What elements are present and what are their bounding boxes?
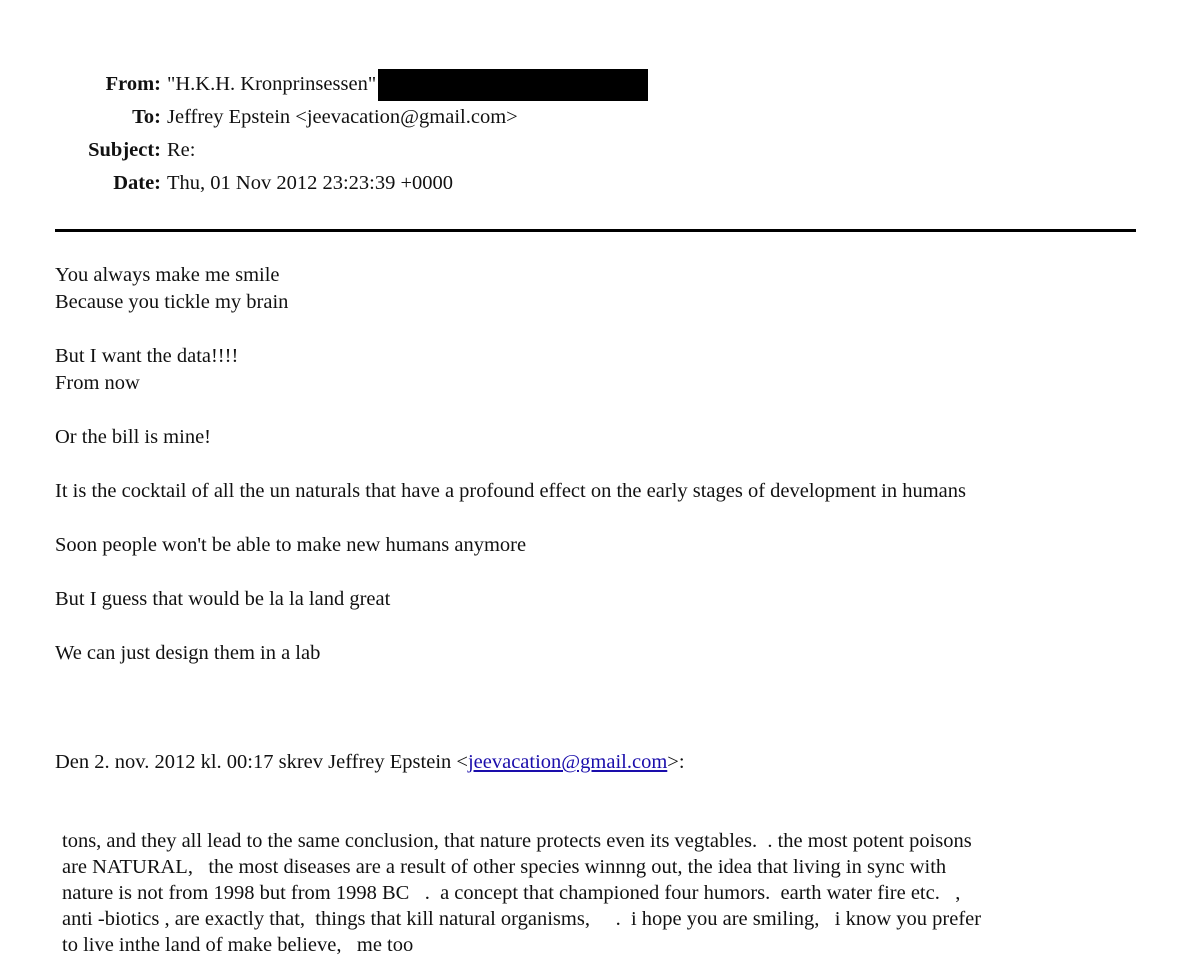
to-label: To: bbox=[132, 106, 161, 128]
from-label: From: bbox=[105, 73, 161, 95]
message-line: But I want the data!!!! bbox=[55, 345, 239, 367]
email-header bbox=[0, 68, 1199, 200]
subject-row bbox=[0, 134, 1199, 167]
quoted-line: tons, and they all lead to the same conclusion, that nature protects even its vegtables. . the most potent poisons bbox=[62, 830, 972, 852]
message-line: From now bbox=[55, 372, 140, 394]
message-line: Soon people won't be able to make new humans anymore bbox=[55, 534, 527, 556]
from-value: "H.K.H. Kronprinsessen" bbox=[167, 73, 377, 95]
message-line: Or the bill is mine! bbox=[55, 426, 212, 448]
quote-attribution-prefix: Den 2. nov. 2012 kl. 00:17 skrev Jeffrey Epstein < bbox=[55, 751, 468, 773]
message-line: We can just design them in a lab bbox=[55, 642, 321, 664]
quoted-line: anti -biotics , are exactly that, things that kill natural organisms, . i hope you are smiling, i know you prefer bbox=[62, 908, 982, 930]
quoted-line: to live inthe land of make believe, me too bbox=[62, 934, 414, 956]
date-value: Thu, 01 Nov 2012 23:23:39 +0000 bbox=[167, 172, 454, 194]
subject-value: Re: bbox=[167, 139, 196, 161]
quoted-message bbox=[62, 828, 1152, 958]
quoted-line: nature is not from 1998 but from 1998 BC . a concept that championed four humors. earth water fire etc. , bbox=[62, 882, 961, 904]
quote-email-link[interactable]: jeevacation@gmail.com bbox=[467, 751, 668, 773]
redaction-block bbox=[378, 69, 648, 101]
to-row bbox=[0, 101, 1199, 134]
message-line: You always make me smile bbox=[55, 264, 280, 286]
quote-attribution bbox=[55, 749, 685, 776]
from-row bbox=[0, 68, 1199, 101]
quoted-line: are NATURAL, the most diseases are a result of other species winnng out, the idea that living in sync with bbox=[62, 856, 947, 878]
message-line: Because you tickle my brain bbox=[55, 291, 289, 313]
date-row bbox=[0, 167, 1199, 200]
to-value: Jeffrey Epstein <jeevacation@gmail.com> bbox=[167, 106, 518, 128]
message-line: But I guess that would be la la land great bbox=[55, 588, 391, 610]
message-body bbox=[55, 262, 1155, 667]
header-divider bbox=[55, 229, 1136, 232]
message-line: It is the cocktail of all the un naturals that have a profound effect on the early stages of development in humans bbox=[55, 480, 967, 502]
subject-label: Subject: bbox=[88, 139, 161, 161]
quote-attribution-suffix: >: bbox=[667, 751, 685, 773]
date-label: Date: bbox=[113, 172, 161, 194]
